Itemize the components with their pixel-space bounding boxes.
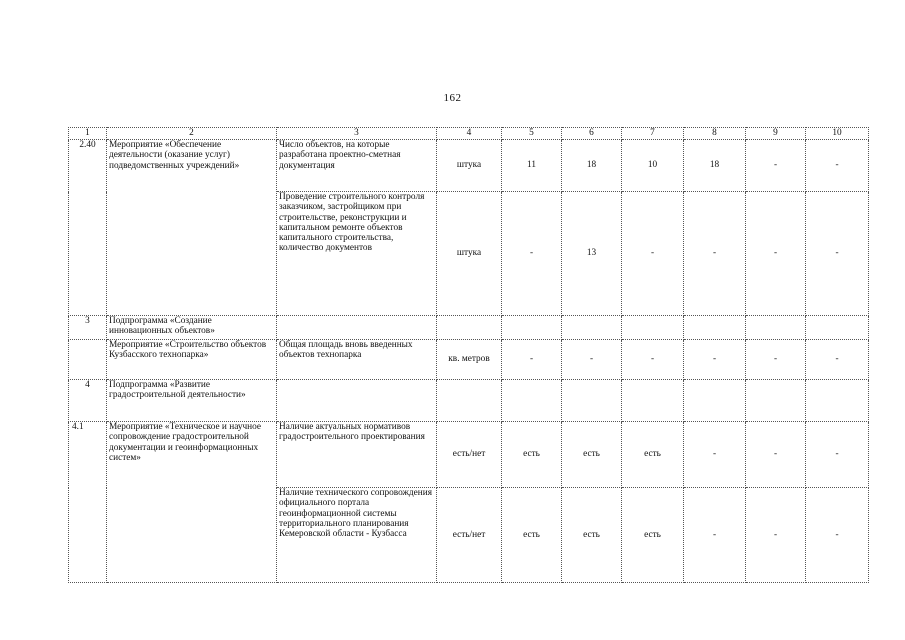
value-cell: 18 <box>684 140 746 192</box>
value-cell <box>622 316 684 340</box>
value-cell: - <box>746 140 806 192</box>
row-number: 2.40 <box>69 140 107 316</box>
column-number: 7 <box>622 128 684 140</box>
unit <box>437 380 502 422</box>
value-cell: 13 <box>562 192 622 316</box>
value-cell: есть <box>622 422 684 488</box>
table-row <box>69 380 869 422</box>
value-cell: - <box>806 340 869 380</box>
column-number: 4 <box>437 128 502 140</box>
value-cell: 18 <box>562 140 622 192</box>
unit <box>437 316 502 340</box>
unit: есть/нет <box>437 488 502 583</box>
row-number <box>69 340 107 380</box>
value-cell: есть <box>502 488 562 583</box>
indicators-table <box>68 127 869 583</box>
subprogram-name: Подпрограмма «Создание инновационных объектов» <box>107 316 277 340</box>
indicator-name: Наличие технического сопровождения официального портала геоинформационной системы территориального планирования Кемеровской области - Кузбасса <box>277 488 437 583</box>
column-number: 3 <box>277 128 437 140</box>
value-cell: - <box>562 340 622 380</box>
unit: есть/нет <box>437 422 502 488</box>
value-cell <box>502 380 562 422</box>
value-cell <box>562 380 622 422</box>
table-row <box>69 140 869 192</box>
table-row <box>69 340 869 380</box>
value-cell: есть <box>562 488 622 583</box>
value-cell: - <box>806 192 869 316</box>
value-cell: - <box>502 192 562 316</box>
value-cell: есть <box>622 488 684 583</box>
value-cell: 11 <box>502 140 562 192</box>
value-cell: - <box>746 422 806 488</box>
row-number: 4 <box>69 380 107 422</box>
value-cell: - <box>684 340 746 380</box>
indicator-name: Общая площадь вновь введенных объектов технопарка <box>277 340 437 380</box>
value-cell: - <box>622 192 684 316</box>
value-cell: - <box>684 422 746 488</box>
table-row <box>69 422 869 488</box>
value-cell: есть <box>502 422 562 488</box>
value-cell <box>684 316 746 340</box>
indicator-name: Наличие актуальных нормативов градостроительного проектирования <box>277 422 437 488</box>
value-cell: 10 <box>622 140 684 192</box>
value-cell <box>684 380 746 422</box>
indicator-name <box>277 316 437 340</box>
value-cell <box>806 316 869 340</box>
subprogram-name: Подпрограмма «Развитие градостроительной деятельности» <box>107 380 277 422</box>
unit: штука <box>437 192 502 316</box>
row-number: 3 <box>69 316 107 340</box>
value-cell: есть <box>562 422 622 488</box>
measure-name: Мероприятие «Техническое и научное сопровождение градостроительной документации и геоинформационных систем» <box>107 422 277 583</box>
page-number: 162 <box>443 92 462 104</box>
value-cell: - <box>806 140 869 192</box>
indicator-name: Число объектов, на которые разработана проектно-сметная документация <box>277 140 437 192</box>
value-cell <box>562 316 622 340</box>
value-cell: - <box>806 422 869 488</box>
value-cell <box>502 316 562 340</box>
column-number: 8 <box>684 128 746 140</box>
value-cell <box>806 380 869 422</box>
measure-name: Мероприятие «Строительство объектов Кузбасского технопарка» <box>107 340 277 380</box>
value-cell: - <box>746 340 806 380</box>
table-row <box>69 316 869 340</box>
column-number: 5 <box>502 128 562 140</box>
column-number: 9 <box>746 128 806 140</box>
value-cell <box>622 380 684 422</box>
column-number-row <box>69 128 869 140</box>
indicator-name: Проведение строительного контроля заказчиком, застройщиком при строительстве, реконструкции и капитальном ремонте объектов капитального строительства, количество документов <box>277 192 437 316</box>
value-cell <box>746 316 806 340</box>
value-cell <box>746 380 806 422</box>
value-cell: - <box>746 488 806 583</box>
column-number: 1 <box>69 128 107 140</box>
column-number: 6 <box>562 128 622 140</box>
row-number: 4.1 <box>69 422 107 583</box>
column-number: 10 <box>806 128 869 140</box>
indicator-name <box>277 380 437 422</box>
value-cell: - <box>746 192 806 316</box>
unit: кв. метров <box>437 340 502 380</box>
value-cell: - <box>622 340 684 380</box>
unit: штука <box>437 140 502 192</box>
value-cell: - <box>684 488 746 583</box>
value-cell: - <box>502 340 562 380</box>
measure-name: Мероприятие «Обеспечение деятельности (оказание услуг) подведомственных учреждений» <box>107 140 277 316</box>
value-cell: - <box>806 488 869 583</box>
value-cell: - <box>684 192 746 316</box>
column-number: 2 <box>107 128 277 140</box>
